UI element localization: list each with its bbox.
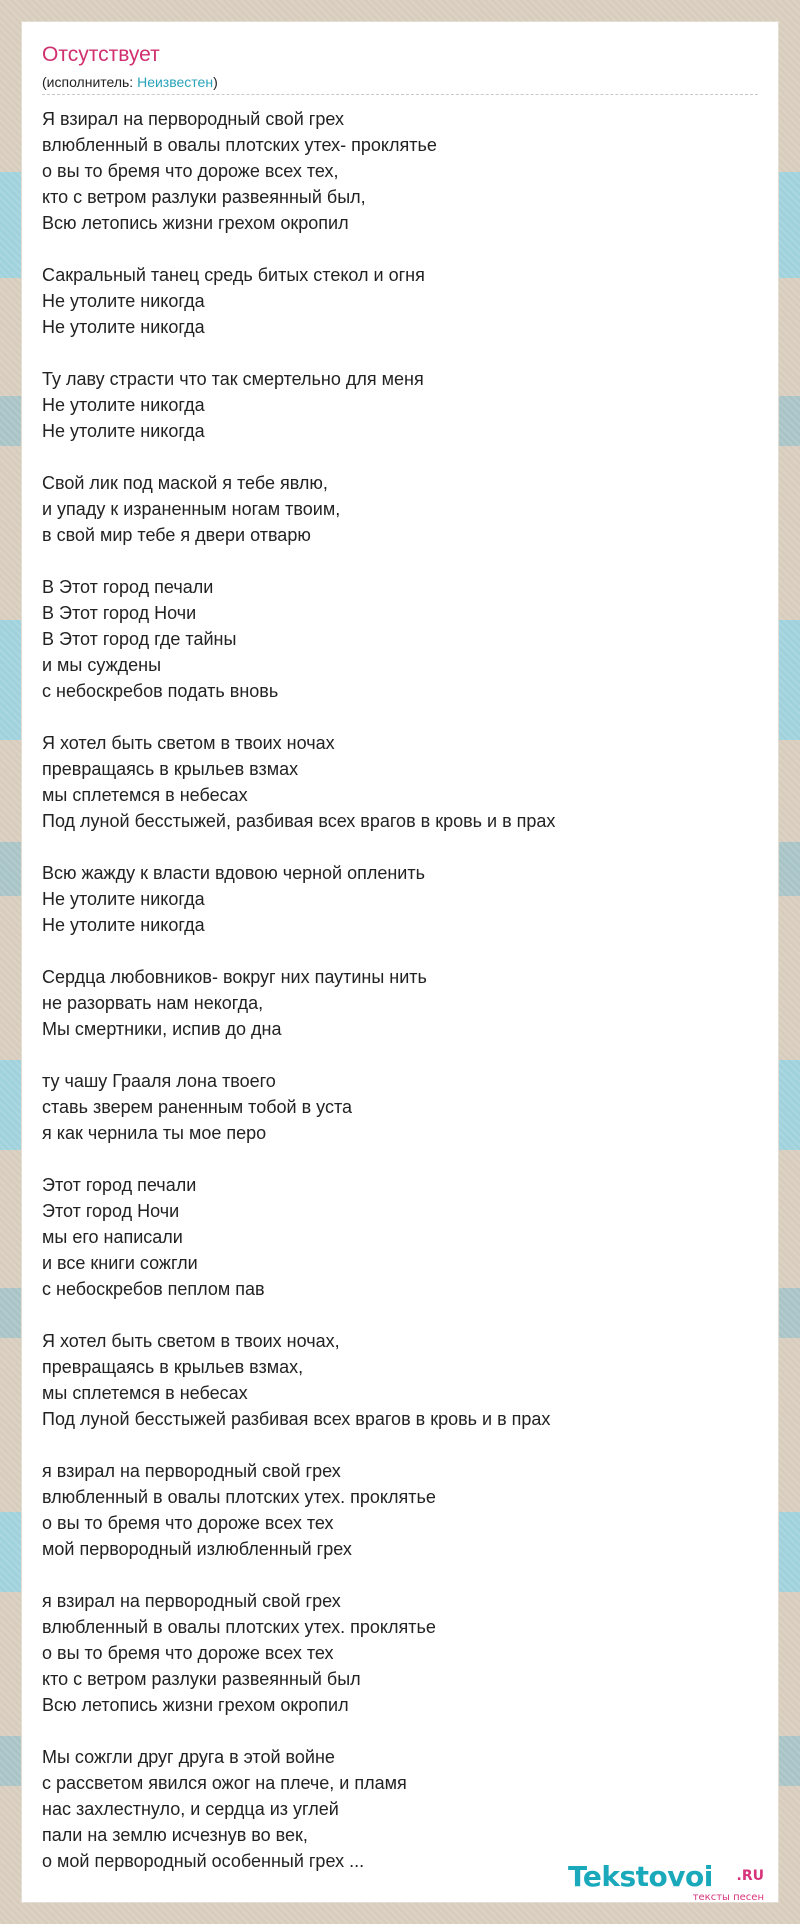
lyrics-line: Этот город печали	[42, 1175, 197, 1195]
lyrics-line: кто с ветром разлуки развеянный был,	[42, 187, 366, 207]
lyrics-line: о вы то бремя что дороже всех тех,	[42, 161, 339, 181]
lyrics-line: в свой мир тебе я двери отварю	[42, 525, 311, 545]
divider	[42, 94, 758, 95]
site-logo[interactable]	[568, 1860, 768, 1908]
lyrics-line: о мой первородный особенный грех ...	[42, 1851, 365, 1871]
lyrics-line: я взирал на первородный свой грех	[42, 1461, 341, 1481]
lyrics-line: Я взирал на первородный свой грех	[42, 109, 344, 129]
lyrics-line: и мы суждены	[42, 655, 162, 675]
lyrics-stanza	[42, 366, 742, 444]
lyrics-stanza	[42, 730, 742, 834]
lyrics-line: Сакральный танец средь битых стекол и огня	[42, 265, 425, 285]
lyrics-line: Этот город Ночи	[42, 1201, 180, 1221]
lyrics-line: В Этот город печали	[42, 577, 214, 597]
artist-prefix: (исполнитель:	[42, 74, 138, 90]
lyrics-line: Ту лаву страсти что так смертельно для меня	[42, 369, 424, 389]
lyrics-line: и упаду к израненным ногам твоим,	[42, 499, 341, 519]
lyrics-line: влюбленный в овалы плотских утех- проклятье	[42, 135, 437, 155]
lyrics-line: я взирал на первородный свой грех	[42, 1591, 341, 1611]
lyrics-line: и все книги сожгли	[42, 1253, 198, 1273]
lyrics-stanza	[42, 1172, 742, 1302]
lyrics-line: Не утолите никогда	[42, 317, 205, 337]
lyrics-stanza	[42, 1458, 742, 1562]
lyrics-line: Я хотел быть светом в твоих ночах,	[42, 1331, 340, 1351]
lyrics-line: Под луной бесстыжей, разбивая всех врагов в кровь и в прах	[42, 811, 556, 831]
lyrics-line: Всю летопись жизни грехом окропил	[42, 213, 349, 233]
lyrics-line: мы его написали	[42, 1227, 183, 1247]
lyrics-line: нас захлестнуло, и сердца из углей	[42, 1799, 339, 1819]
artist-line	[42, 73, 218, 91]
artist-link[interactable]: Неизвестен	[137, 74, 214, 90]
lyrics-line: мы сплетемся в небесах	[42, 1383, 248, 1403]
lyrics-line: превращаясь в крыльев взмах,	[42, 1357, 304, 1377]
lyrics-line: Сердца любовников- вокруг них паутины нить	[42, 967, 427, 987]
lyrics-line: о вы то бремя что дороже всех тех	[42, 1643, 334, 1663]
lyrics-line: В Этот город где тайны	[42, 629, 237, 649]
lyrics-stanza	[42, 1744, 742, 1874]
lyrics-line: Не утолите никогда	[42, 915, 205, 935]
lyrics-text	[42, 106, 742, 1900]
lyrics-line: с небоскребов пеплом пав	[42, 1279, 265, 1299]
lyrics-line: ставь зверем раненным тобой в уста	[42, 1097, 353, 1117]
lyrics-stanza	[42, 470, 742, 548]
lyrics-line: Свой лик под маской я тебе явлю,	[42, 473, 328, 493]
lyrics-line: Под луной бесстыжей разбивая всех врагов в кровь и в прах	[42, 1409, 551, 1429]
lyrics-card	[21, 21, 779, 1903]
lyrics-line: Не утолите никогда	[42, 889, 205, 909]
lyrics-line: мы сплетемся в небесах	[42, 785, 248, 805]
lyrics-line: Я хотел быть светом в твоих ночах	[42, 733, 335, 753]
song-title: Отсутствует	[42, 43, 160, 66]
logo-tagline: тексты песен	[692, 1892, 764, 1903]
lyrics-stanza	[42, 964, 742, 1042]
lyrics-line: я как чернила ты мое перо	[42, 1123, 267, 1143]
lyrics-line: Мы смертники, испив до дна	[42, 1019, 282, 1039]
lyrics-line: пали на землю исчезнув во век,	[42, 1825, 308, 1845]
lyrics-stanza	[42, 860, 742, 938]
lyrics-line: влюбленный в овалы плотских утех. проклятье	[42, 1617, 436, 1637]
artist-suffix: )	[213, 74, 218, 90]
lyrics-line: о вы то бремя что дороже всех тех	[42, 1513, 334, 1533]
lyrics-line: мой первородный излюбленный грех	[42, 1539, 352, 1559]
lyrics-stanza	[42, 262, 742, 340]
logo-tld: .RU	[736, 1868, 764, 1884]
lyrics-stanza	[42, 574, 742, 704]
lyrics-line: кто с ветром разлуки развеянный был	[42, 1669, 361, 1689]
lyrics-line: с рассветом явился ожог на плече, и пламя	[42, 1773, 407, 1793]
lyrics-line: Не утолите никогда	[42, 395, 205, 415]
lyrics-line: В Этот город Ночи	[42, 603, 197, 623]
lyrics-line: Не утолите никогда	[42, 291, 205, 311]
lyrics-stanza	[42, 1588, 742, 1718]
lyrics-stanza	[42, 106, 742, 236]
lyrics-line: с небоскребов подать вновь	[42, 681, 279, 701]
lyrics-line: Мы сожгли друг друга в этой войне	[42, 1747, 335, 1767]
lyrics-line: превращаясь в крыльев взмах	[42, 759, 299, 779]
lyrics-line: ту чашу Грааля лона твоего	[42, 1071, 276, 1091]
lyrics-stanza	[42, 1068, 742, 1146]
lyrics-line: не разорвать нам некогда,	[42, 993, 264, 1013]
lyrics-stanza	[42, 1328, 742, 1432]
lyrics-line: Не утолите никогда	[42, 421, 205, 441]
logo-wordmark: Tekstovoi	[568, 1860, 713, 1893]
lyrics-line: Всю жажду к власти вдовою черной опленить	[42, 863, 425, 883]
lyrics-line: Всю летопись жизни грехом окропил	[42, 1695, 349, 1715]
lyrics-line: влюбленный в овалы плотских утех. проклятье	[42, 1487, 436, 1507]
